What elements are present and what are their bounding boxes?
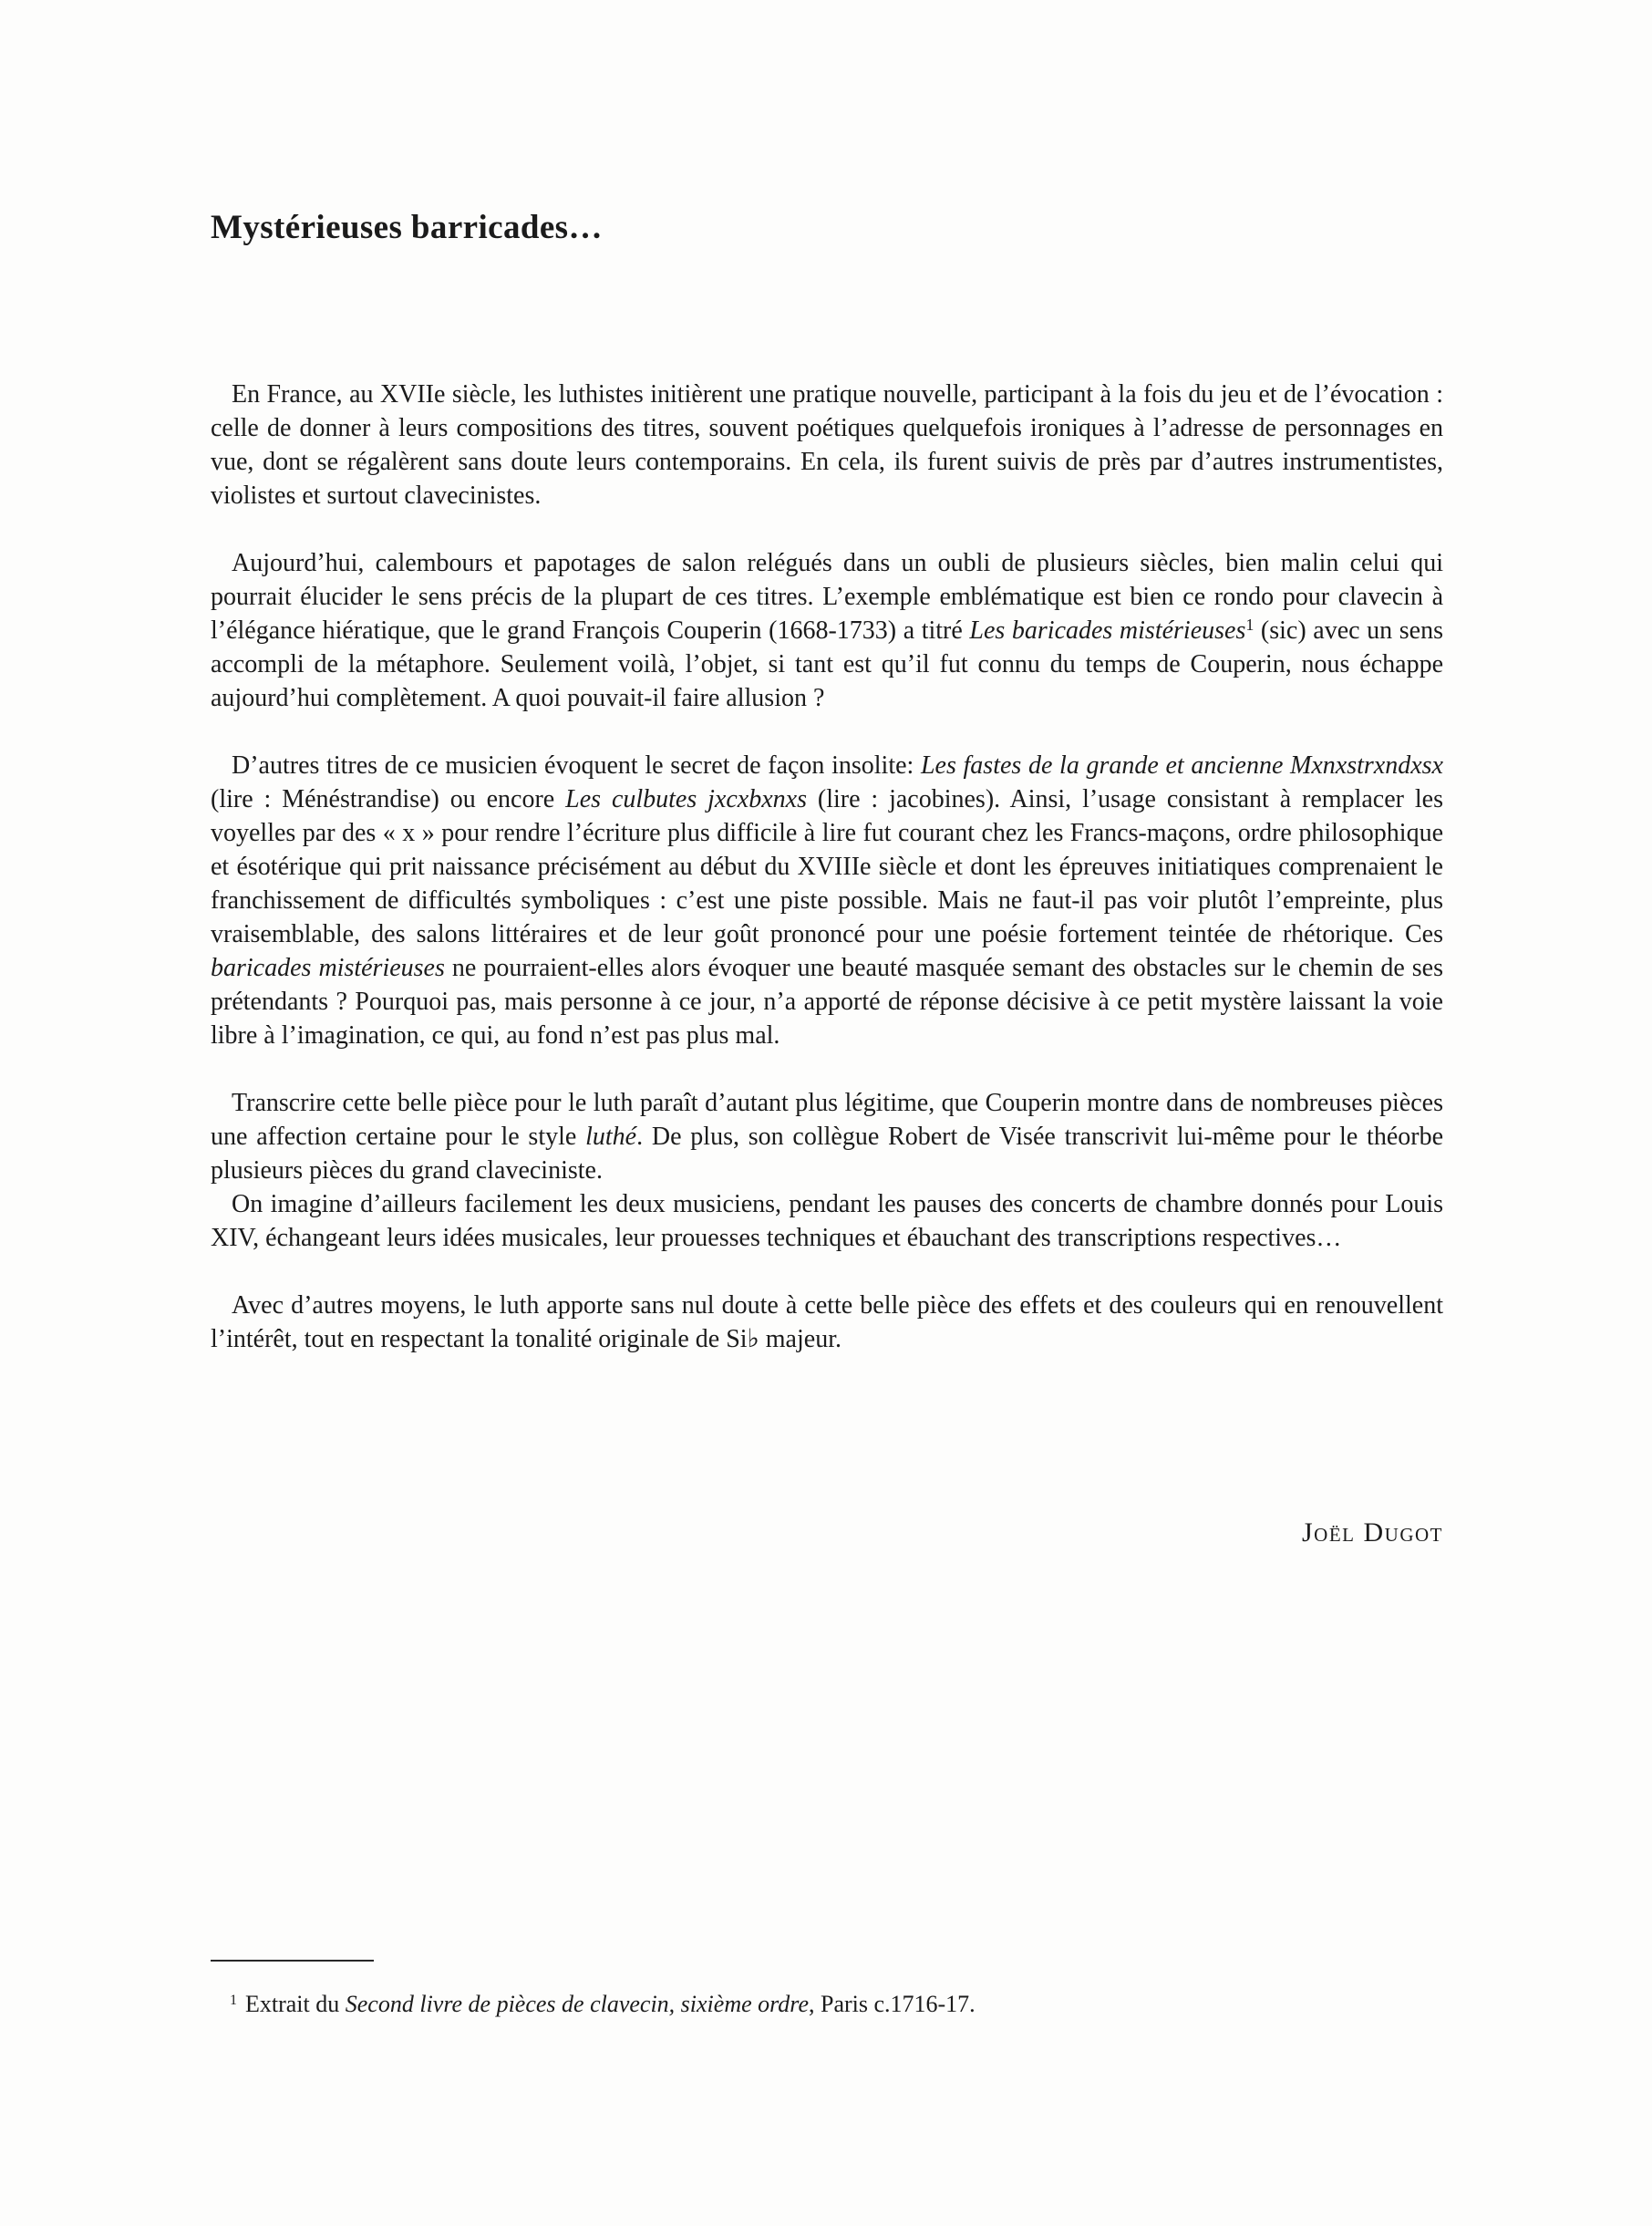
footnote-1 bbox=[211, 1989, 1443, 2019]
article-body bbox=[211, 378, 1443, 1548]
footnote-divider bbox=[211, 1960, 374, 1962]
text-run: D’autres titres de ce musicien évoquent le secret de façon insolite: bbox=[232, 751, 921, 780]
text-run: ne pourraient-elles alors évoquer une beauté masquée semant des obstacles sur le chemin de ses prétendants ? Pourquoi pas, mais personne à ce jour, n’a apporté de réponse décisive à ce petit mystère laissant la voie libre à l’imagination, ce qui, au fond n’est pas plus mal. bbox=[211, 954, 1443, 1050]
text-run: Extrait du bbox=[245, 1991, 346, 2017]
paragraph-6 bbox=[211, 1289, 1443, 1356]
paragraph-3 bbox=[211, 749, 1443, 1052]
paragraph-4 bbox=[211, 1086, 1443, 1187]
page-title: Mystérieuses barricades… bbox=[211, 209, 603, 246]
italic-work-title: Second livre de pièces de clavecin, sixième ordre bbox=[345, 1991, 809, 2017]
italic-work-title: Les fastes de la grande et ancienne Mxnxstrxndxsx bbox=[920, 751, 1443, 780]
text-run: Transcrire cette belle pièce pour le luth paraît d’autant plus légitime, que Couperin montre dans de nombreuses pièces une affection certaine pour le style bbox=[211, 1089, 1443, 1151]
paragraph-5 bbox=[211, 1187, 1443, 1255]
italic-work-title: baricades mistérieuses bbox=[211, 954, 445, 982]
italic-work-title: Les culbutes jxcxbxnxs bbox=[565, 785, 807, 813]
text-run: , Paris c.1716-17. bbox=[808, 1991, 976, 2017]
text-run: On imagine d’ailleurs facilement les deux musiciens, pendant les pauses des concerts de chambre donnés pour Louis XIV, échangeant leurs idées musicales, leur prouesses techniques et ébauchant des transcriptions respectives… bbox=[211, 1190, 1443, 1252]
author-signature: Joël Dugot bbox=[1302, 1517, 1443, 1548]
footnote-marker: 1 bbox=[230, 1993, 237, 2008]
text-run: (sic) avec un sens accompli de la métaphore. Seulement voilà, l’objet, si tant est qu’il fut connu du temps de Couperin, nous échappe aujourd’hui complètement. A quoi pouvait-il faire allusion ? bbox=[211, 616, 1443, 712]
text-run: . De plus, son collègue Robert de Visée transcrivit lui-même pour le théorbe plusieurs pièces du grand claveciniste. bbox=[211, 1123, 1443, 1185]
text-run: En France, au XVIIe siècle, les luthistes initièrent une pratique nouvelle, participant à la fois du jeu et de l’évocation : celle de donner à leurs compositions des titres, souvent poétiques quelquefois ironiques à l’adresse de personnages en vue, dont se régalèrent sans doute leurs contemporains. En cela, ils furent suivis de près par d’autres instrumentistes, violistes et surtout clavecinistes. bbox=[211, 380, 1443, 510]
italic-term: luthé bbox=[585, 1123, 637, 1151]
italic-work-title: Les baricades mistérieuses bbox=[969, 616, 1246, 645]
text-run: Avec d’autres moyens, le luth apporte sans nul doute à cette belle pièce des effets et des couleurs qui en renouvellent l’intérêt, tout en respectant la tonalité originale de Si♭ majeur. bbox=[211, 1291, 1443, 1353]
text-run: (lire : jacobines). Ainsi, l’usage consistant à remplacer les voyelles par des « x » pour rendre l’écriture plus difficile à lire fut courant chez les Francs-maçons, ordre philosophique et ésotérique qui prit naissance précisément au début du XVIIIe siècle et dont les épreuves initiatiques comprenaient le franchissement de difficultés symboliques : c’est une piste possible. Mais ne faut-il pas voir plutôt l’empreinte, plus vraisemblable, des salons littéraires et de leur goût prononcé pour une poésie fortement teintée de rhétorique. Ces bbox=[211, 785, 1443, 948]
footnote-section bbox=[211, 1960, 1443, 2019]
text-run: Aujourd’hui, calembours et papotages de salon relégués dans un oubli de plusieurs siècles, bien malin celui qui pourrait élucider le sens précis de la plupart de ces titres. L’exemple emblématique est bien ce rondo pour clavecin à l’élégance hiératique, que le grand François Couperin (1668-1733) a titré bbox=[211, 549, 1443, 645]
paragraph-1 bbox=[211, 378, 1443, 512]
paragraph-2 bbox=[211, 546, 1443, 715]
text-run: (lire : Ménéstrandise) ou encore bbox=[211, 785, 566, 813]
footnote-reference-1: 1 bbox=[1245, 616, 1254, 634]
